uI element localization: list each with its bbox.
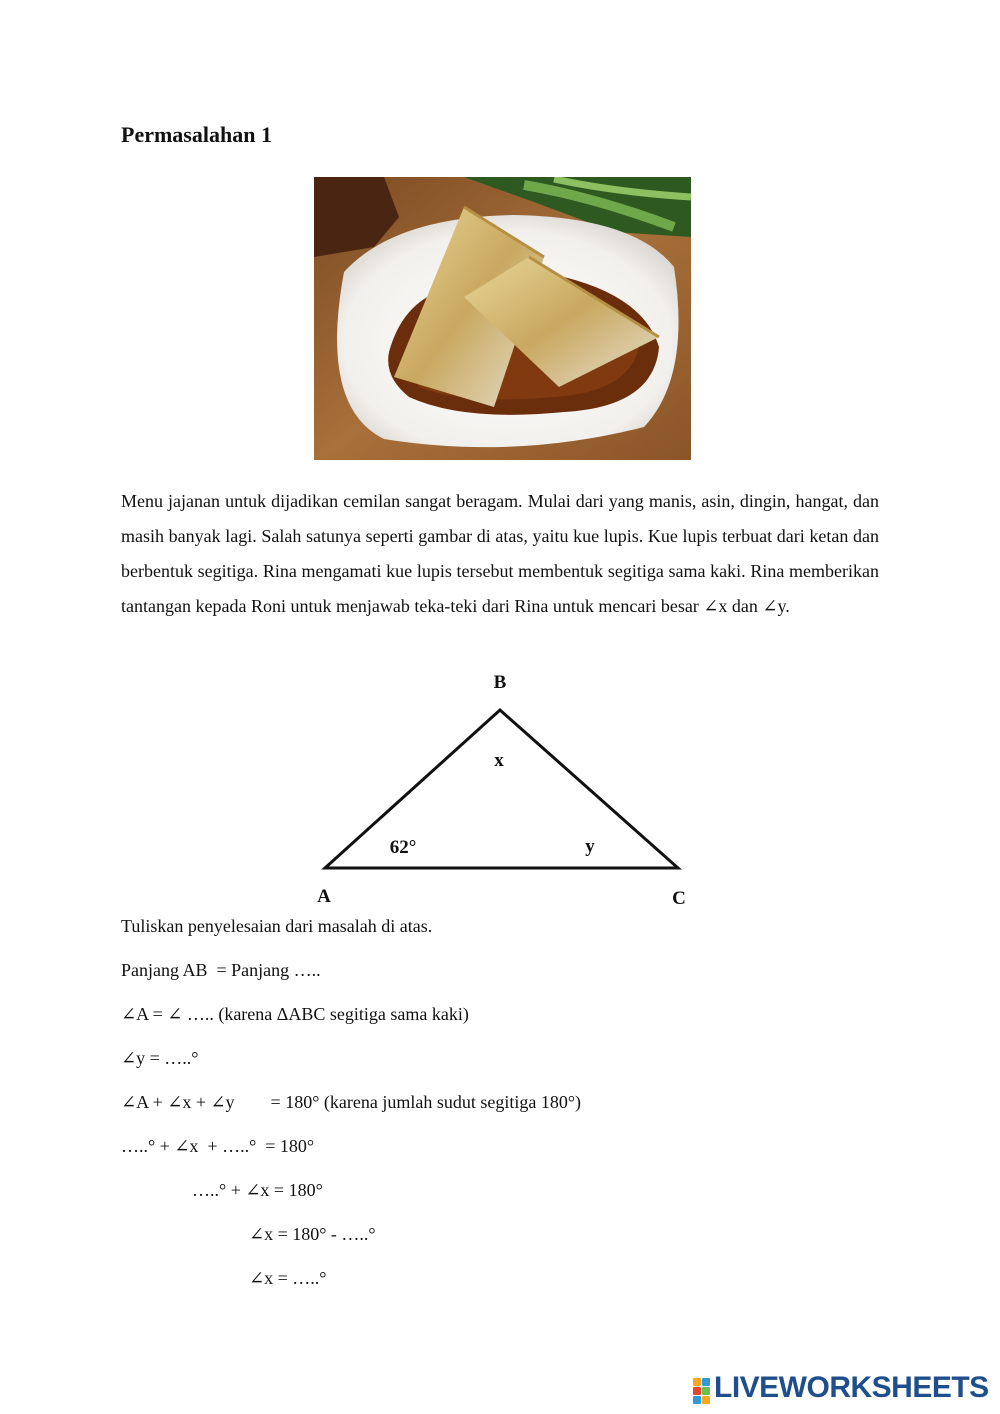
instruction-text: Tuliskan penyelesaian dari masalah di atas. bbox=[121, 916, 433, 936]
angle-a-label: 62° bbox=[389, 837, 417, 858]
logo-text: LIVEWORKSHEETS bbox=[714, 1371, 989, 1404]
kue-lupis-image bbox=[314, 177, 691, 460]
vertex-b-label: B bbox=[493, 672, 507, 693]
story-paragraph: Menu jajanan untuk dijadikan cemilan sangat beragam. Mulai dari yang manis, asin, dingin, hangat, dan masih banyak lagi. Salah satunya seperti gambar di atas, yaitu kue lupis. Kue lupis terbuat dari ketan dan berbentuk segitiga. Rina mengamati kue lupis tersebut membentuk segitiga sama kaki. Rina memberikan tantangan kepada Roni untuk menjawab teka-teki dari Rina untuk mencari besar ∠x dan ∠y. bbox=[121, 491, 879, 616]
step-line: ∠x = …..° bbox=[249, 1268, 327, 1288]
step-line: ∠A + ∠x + ∠y = 180° (karena jumlah sudut segitiga 180°) bbox=[121, 1092, 582, 1112]
step-line: ∠x = 180° - …..° bbox=[249, 1224, 376, 1244]
page-title: Permasalahan 1 bbox=[121, 122, 272, 147]
kue-lupis-photo bbox=[314, 177, 691, 460]
triangle-shape bbox=[325, 710, 678, 868]
step-line: …..° + ∠x = 180° bbox=[192, 1180, 323, 1200]
angle-x-label: x bbox=[494, 750, 504, 771]
step-line: …..° + ∠x + …..° = 180° bbox=[121, 1136, 315, 1156]
vertex-c-label: C bbox=[672, 888, 686, 909]
vertex-a-label: A bbox=[317, 886, 331, 907]
triangle-abc-diagram bbox=[300, 668, 720, 918]
step-line: Panjang AB = Panjang ….. bbox=[121, 960, 321, 980]
angle-y-label: y bbox=[585, 836, 595, 857]
step-line: ∠A = ∠ ….. (karena ΔABC segitiga sama kaki) bbox=[121, 1004, 469, 1024]
step-line: ∠y = …..° bbox=[121, 1048, 199, 1068]
